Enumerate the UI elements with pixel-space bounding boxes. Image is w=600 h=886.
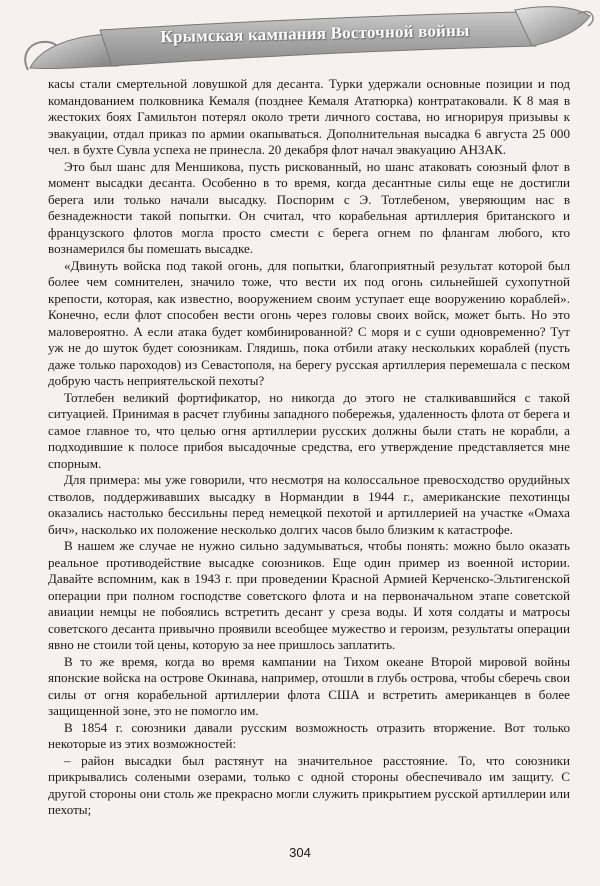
page-body <box>48 76 570 819</box>
paragraph: Тотлебен великий фортификатор, но никогда до этого не сталкивавшийся с такой ситуацией. Принимая в расчет глубины западного побережья, удаленность флота от берега и самое главное то, что целью огня артиллерии русских должны были стать не корабли, а подходившие к полосе прибоя высадочные средства, его утверждение представляется мне спорным. <box>48 389 570 471</box>
chapter-title: Крымская кампания Восточной войны <box>160 20 470 47</box>
paragraph: – район высадки был растянут на значительное расстояние. То, что союзники прикрывались солеными озерами, только с одной стороны обеспечивало им защиту. С другой стороны они столь же прекрасно могли служить прикрытием русской артиллерии или пехоты; <box>48 752 570 817</box>
paragraph: В то же время, когда во время кампании на Тихом океане Второй мировой войны японские войска на острове Окинава, например, отошли в глубь острова, чтобы сберечь свои силы от огня корабельной артиллерии флота США и встретить американцев в более защищенной зоне, это не помогло им. <box>48 653 570 718</box>
paragraph: Это был шанс для Меншикова, пусть рискованный, но шанс атаковать союзный флот в момент высадки десанта. Особенно в то время, когда десантные силы еще не достигли берега или только начали высадку. Поспорим с Э. Тотлебеном, уверяющим нас в безнадежности такой попытки. Он считал, что корабельная артиллерия британского и французского флотов могла просто смести с берега огнем по флангам любого, кто вознамерился бы помешать высадке. <box>48 158 570 256</box>
page-number: 304 <box>289 845 311 860</box>
paragraph: В 1854 г. союзники давали русским возможность отразить вторжение. Вот только некоторые из этих возможностей: <box>48 719 570 751</box>
paragraph: «Двинуть войска под такой огонь, для попытки, благоприятный результат которой был более чем сомнителен, значило тоже, что вести их под огонь сильнейшей сухопутной крепости, которая, как известно, вооружением своим уступает еще вооружению кораблей». Конечно, если флот способен вести огонь через головы своих войск, может быть. Но это маловероятно. А если атака будет комбинированной? С моря и с суши одновременно? Тут уж не до шуток будет союзникам. Глядишь, пока отбили атаку нескольких кораблей (пусть даже только пароходов) из Севастополя, на берегу русская артиллерия перемешала с песком добрую часть неприятельской пехоты? <box>48 257 570 388</box>
chapter-banner <box>0 0 600 74</box>
paragraph: Для примера: мы уже говорили, что несмотря на колоссальное превосходство орудийных стволов, поддерживавших высадку в Нормандии в 1944 г., американские пехотинцы оказались настолько бессильны перед немецкой пехотой и артиллерией на участке «Омаха бич», насколько их положение несколько долгих часов было близким к катастрофе. <box>48 472 570 537</box>
paragraph: В нашем же случае не нужно сильно задумываться, чтобы понять: можно было оказать реальное противодействие высадке союзников. Еще один пример из военной истории. Давайте вспомним, как в 1943 г. при проведении Красной Армией Керченско-Эльтигенской операции при полном господстве советского флота и на первоначальном этапе советской авиации немцы не побоялись встретить десант у среза воды. И хотя солдаты и матросы советского десанта привычно проявили всеобщее мужество и героизм, результаты операции явно не стоили той цены, которую за нее пришлось заплатить. <box>48 538 570 652</box>
paragraph: касы стали смертельной ловушкой для десанта. Турки удержали основные позиции и под командованием полковника Кемаля (позднее Кемаля Ататюрка) контратаковали. К 8 мая в жестоких боях Гамильтон потерял около трети личного состава, но игнорируя призывы к эвакуации, отдал приказ по армии окапываться. Дополнительная высадка 6 августа 25 000 чел. в бухте Сувла успеха не принесла. 20 декабря флот начал эвакуацию АНЗАК. <box>48 76 570 157</box>
